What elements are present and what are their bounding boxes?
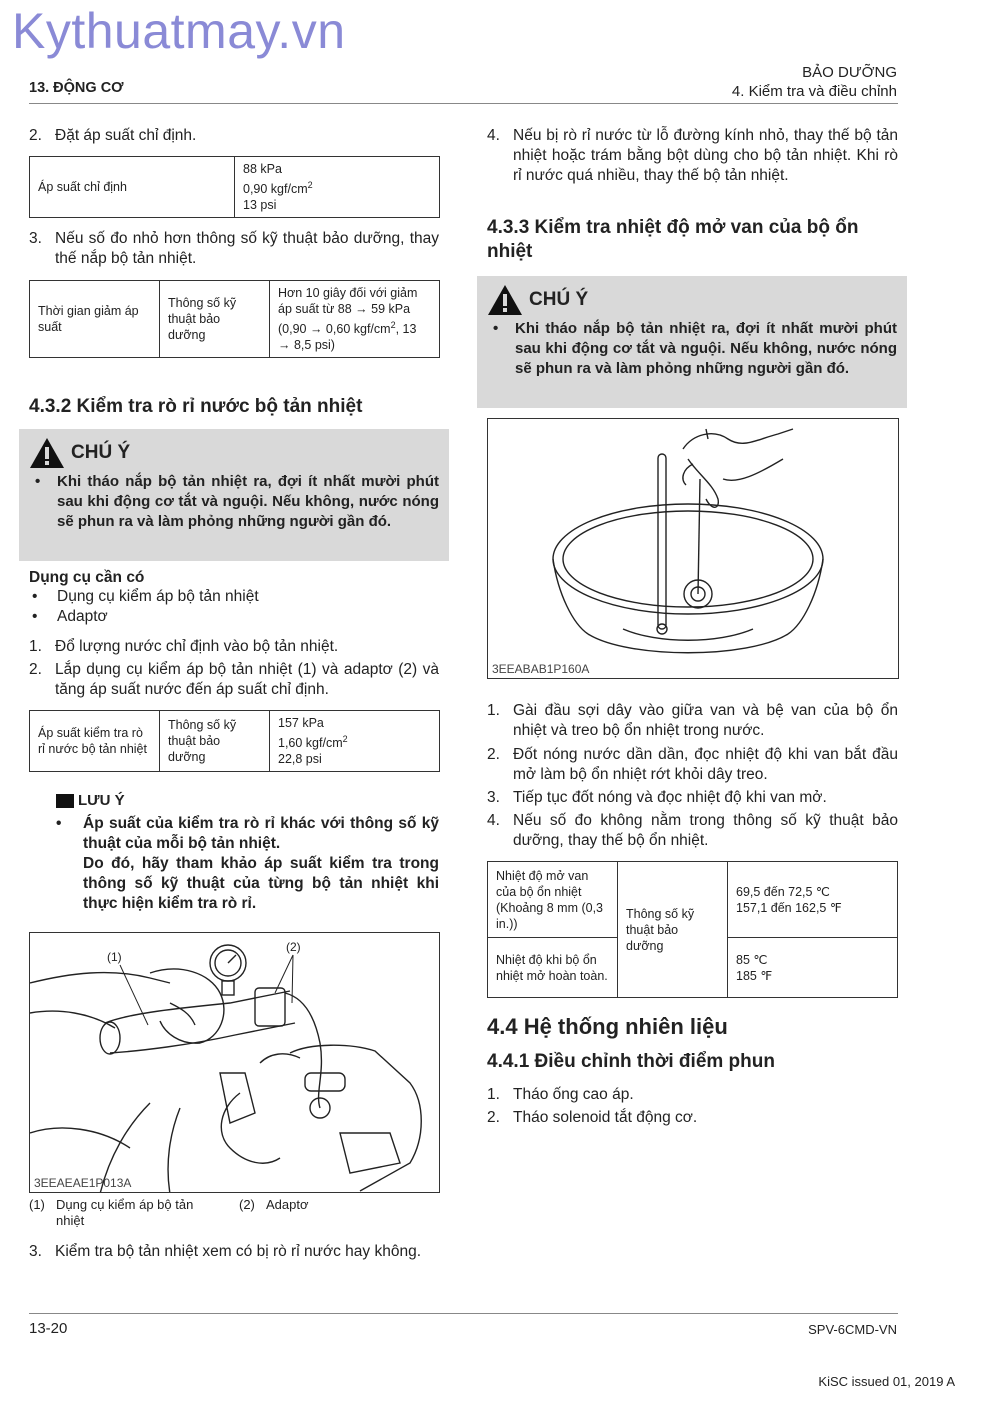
step-fill-water: 1. Đổ lượng nước chỉ định vào bộ tản nhiệt. <box>29 638 339 655</box>
table-cell-spec: Thông số kỹ thuật bảo dưỡng <box>160 711 270 772</box>
thermostat-step-1: 1. Gài đầu sợi dây vào giữa van và bệ van của bộ ổn nhiệt và treo bộ ổn nhiệt trong nước. <box>487 702 898 739</box>
thermostat-spec-table <box>487 861 898 998</box>
figure-label-1: (1) <box>107 950 122 964</box>
caution-text: Khi tháo nắp bộ tản nhiệt ra, đợi ít nhất mười phút sau khi động cơ tắt và nguội. Nếu không, nước nóng sẽ phun ra và làm phỏng những người gần đó. <box>57 473 439 530</box>
caution-box-left: CHÚ Ý • Khi tháo nắp bộ tản nhiệt ra, đợi ít nhất mười phút sau khi động cơ tắt và nguội. Nếu không, nước nóng sẽ phun ra và làm phỏng những người gần đó. <box>19 429 449 561</box>
chapter-title: 13. ĐỘNG CƠ <box>29 80 124 96</box>
header-right <box>732 63 897 101</box>
watermark: Kythuatmay.vn <box>12 3 346 59</box>
caution-title: CHÚ Ý <box>71 442 131 463</box>
thermostat-test-figure <box>487 418 899 679</box>
step-text: Nếu số đo nhỏ hơn thông số kỹ thuật bảo dưỡng, thay thế nắp bộ tản nhiệt. <box>55 230 439 267</box>
radiator-illustration <box>30 933 440 1193</box>
radiator-pressure-test-figure <box>29 932 440 1193</box>
step-check-leak: 3. Kiểm tra bộ tản nhiệt xem có bị rò rỉ nước hay không. <box>29 1243 422 1260</box>
note-box: LƯU Ý • Áp suất của kiểm tra rò rỉ khác với thông số kỹ thuật của mỗi bộ tản nhiệt. Do đó, hãy tham khảo áp suất kiểm tra trong thông số kỹ thuật của từng bộ tản nhiệt khi thực hiện kiểm tra rò rỉ. <box>56 792 439 912</box>
caution-title: CHÚ Ý <box>529 289 589 310</box>
table-cell-value: Hơn 10 giây đối với giảm áp suất từ 88 → 59 kPa (0,90 → 0,60 kgf/$cm^2$, 13 → 8,5 psi) <box>270 281 440 358</box>
figure-caption-2: (2) Adaptơ <box>239 1197 309 1212</box>
section-heading-441: 4.4.1 Điều chỉnh thời điểm phun <box>487 1051 775 1072</box>
header-divider <box>29 103 898 104</box>
subsection-title: 4. Kiểm tra và điều chỉnh <box>731 83 897 100</box>
note-line-2: Do đó, hãy tham khảo áp suất kiểm tra trong thông số kỹ thuật của từng bộ tản nhiệt khi thực hiện kiểm tra rò rỉ. <box>83 855 439 912</box>
issue-info: KiSC issued 01, 2019 A <box>818 1374 955 1389</box>
step-number: 3. <box>29 230 42 247</box>
step-attach-tester: 2. Lắp dụng cụ kiểm áp bộ tản nhiệt (1) và adaptơ (2) và tăng áp suất nước đến áp suất chỉ định. <box>29 661 439 698</box>
step-replace-cap <box>29 229 439 269</box>
thermostat-step-2: 2. Đốt nóng nước dần dần, đọc nhiệt độ khi van bắt đầu mở làm bộ ổn nhiệt rớt khỏi dây treo. <box>487 746 898 783</box>
leak-test-pressure-table <box>29 710 440 772</box>
table-cell-label: Áp suất kiểm tra rò rỉ nước bộ tản nhiệt <box>30 711 160 772</box>
table-cell-label: Nhiệt độ mở van của bộ ổn nhiệt (Khoảng 8 mm (0,3 in.)) <box>488 862 618 938</box>
thermostat-illustration <box>488 419 899 679</box>
figure-id: 3EEAEAE1P013A <box>34 1176 132 1190</box>
note-title: LƯU Ý <box>78 792 125 809</box>
section-heading-44: 4.4 Hệ thống nhiên liệu <box>487 1014 728 1039</box>
table-cell-label: Nhiệt độ khi bộ ổn nhiệt mở hoàn toàn. <box>488 938 618 998</box>
figure-id: 3EEABAB1P160A <box>492 662 590 676</box>
pressure-drop-table <box>29 280 440 358</box>
figure-label-2: (2) <box>286 940 301 954</box>
caution-text: Khi tháo nắp bộ tản nhiệt ra, đợi ít nhất mười phút sau khi động cơ tắt và nguội. Nếu không, nước nóng sẽ phun ra và làm phỏng những người gần đó. <box>515 320 897 377</box>
step-number: 2. <box>29 127 42 144</box>
warning-icon <box>29 437 65 469</box>
warning-icon <box>487 284 523 316</box>
thermostat-step-4: 4. Nếu số đo không nằm trong thông số kỹ thuật bảo dưỡng, thay thế bộ ổn nhiệt. <box>487 812 898 849</box>
specified-pressure-table <box>29 156 440 218</box>
figure-caption-1: (1) Dụng cụ kiểm áp bộ tản nhiệt <box>29 1197 194 1228</box>
table-cell-spec: Thông số kỹ thuật bảo dưỡng <box>160 281 270 358</box>
table-cell-label: Thời gian giảm áp suất <box>30 281 160 358</box>
note-line-1: Áp suất của kiểm tra rò rỉ khác với thông số kỹ thuật của mỗi bộ tản nhiệt. <box>83 815 439 852</box>
step-set-pressure <box>29 126 439 146</box>
page-number: 13-20 <box>29 1320 68 1337</box>
step-text: Đặt áp suất chỉ định. <box>55 127 197 144</box>
table-cell-spec: Thông số kỹ thuật bảo dưỡng <box>618 862 728 998</box>
section-title: BẢO DƯỠNG <box>802 64 897 81</box>
document-code: SPV-6CMD-VN <box>808 1322 897 1337</box>
table-cell-value: 157 kPa 1,60 kgf/$cm^2$ 22,8 psi <box>270 711 440 772</box>
thermostat-step-3: 3. Tiếp tục đốt nóng và đọc nhiệt độ khi van mở. <box>487 789 827 806</box>
table-cell-label: Áp suất chỉ định <box>30 157 235 218</box>
step-replace-radiator: 4. Nếu bị rò rỉ nước từ lỗ đường kính nhỏ, thay thế bộ tản nhiệt hoặc trám bằng bột dùng cho bộ tản nhiệt. Khi rò rỉ nước quá nhiều, thay thế bộ tản nhiệt. <box>487 127 898 184</box>
table-cell-value: 88 kPa 0,90 kgf/$cm^2$ 13 psi <box>235 157 440 218</box>
table-cell-value: 85 ℃ 185 ℉ <box>728 938 898 998</box>
table-cell-value: 69,5 đến 72,5 ℃ 157,1 đến 162,5 ℉ <box>728 862 898 938</box>
footer-divider <box>29 1313 898 1314</box>
note-marker-icon <box>56 794 74 808</box>
caution-box-right: CHÚ Ý • Khi tháo nắp bộ tản nhiệt ra, đợi ít nhất mười phút sau khi động cơ tắt và nguội. Nếu không, nước nóng sẽ phun ra và làm phỏng những người gần đó. <box>477 276 907 408</box>
section-heading-433: 4.3.3 Kiểm tra nhiệt độ mở van của bộ ổn nhiệt <box>487 217 859 262</box>
tool-item: • Adaptơ <box>32 608 108 625</box>
section-heading-432: 4.3.2 Kiểm tra rò rỉ nước bộ tản nhiệt <box>29 396 363 417</box>
fuel-step-2: 2. Tháo solenoid tắt động cơ. <box>487 1109 698 1126</box>
tools-title: Dụng cụ cần có <box>29 569 145 586</box>
fuel-step-1: 1. Tháo ống cao áp. <box>487 1086 634 1103</box>
tool-item: • Dụng cụ kiểm áp bộ tản nhiệt <box>32 588 259 605</box>
